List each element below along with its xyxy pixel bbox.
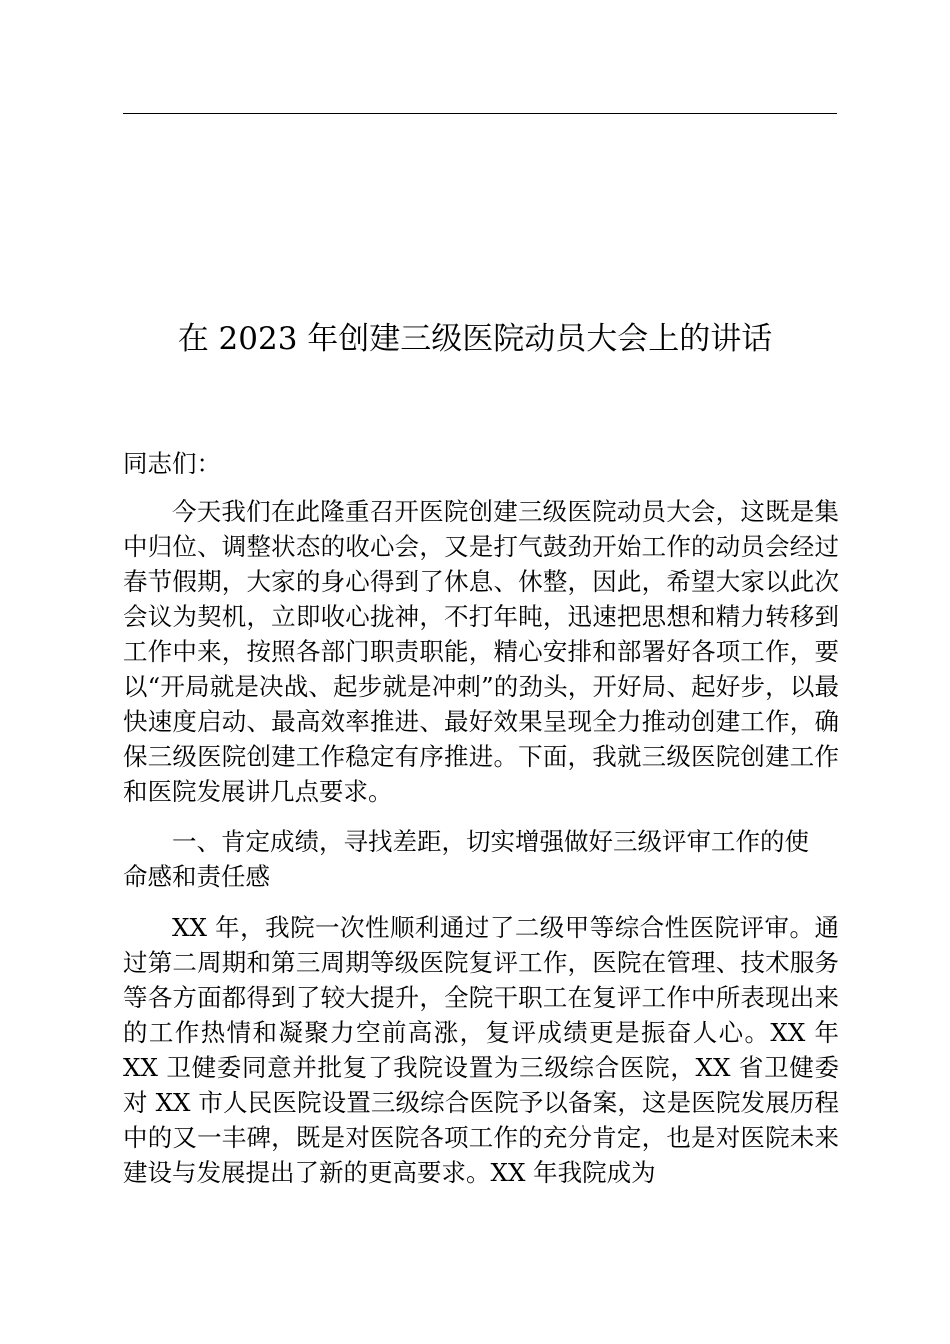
header-rule — [123, 113, 837, 114]
section-heading-1: 一、肯定成绩，寻找差距，切实增强做好三级评审工作的使命感和责任感 — [123, 827, 809, 891]
salutation: 同志们： — [123, 449, 221, 478]
document-title: 在 2023 年创建三级医院动员大会上的讲话 — [177, 321, 773, 357]
paragraph-section-1: XX 年，我院一次性顺利通过了二级甲等综合性医院评审。通过第二周期和第三周期等级医院复评工作，医院在管理、技术服务等各方面都得到了较大提升，全院干职工在复评工作中所表现出来的工作热情和凝聚力空前高涨，复评成绩更是振奋人心。XX 年 XX 卫健委同意并批复了我院设置为三级综合医院，XX 省卫健委对 XX 市人民医院设置三级综合医院予以备案，这是医院发展历程中的又一丰碑，既是对医院各项工作的充分肯定，也是对医院未来建设与发展提出了新的更高要求。XX 年我院成为 — [123, 913, 839, 1187]
paragraph-intro: 今天我们在此隆重召开医院创建三级医院动员大会，这既是集中归位、调整状态的收心会，又是打气鼓劲开始工作的动员会经过春节假期，大家的身心得到了休息、休整，因此，希望大家以此次会议为契机，立即收心拢神，不打年盹，迅速把思想和精力转移到工作中来，按照各部门职责职能，精心安排和部署好各项工作，要以“开局就是决战、起步就是冲刺”的劲头，开好局、起好步，以最快速度启动、最高效率推进、最好效果呈现全力推动创建工作，确保三级医院创建工作稳定有序推进。下面，我就三级医院创建工作和医院发展讲几点要求。 — [123, 497, 839, 806]
